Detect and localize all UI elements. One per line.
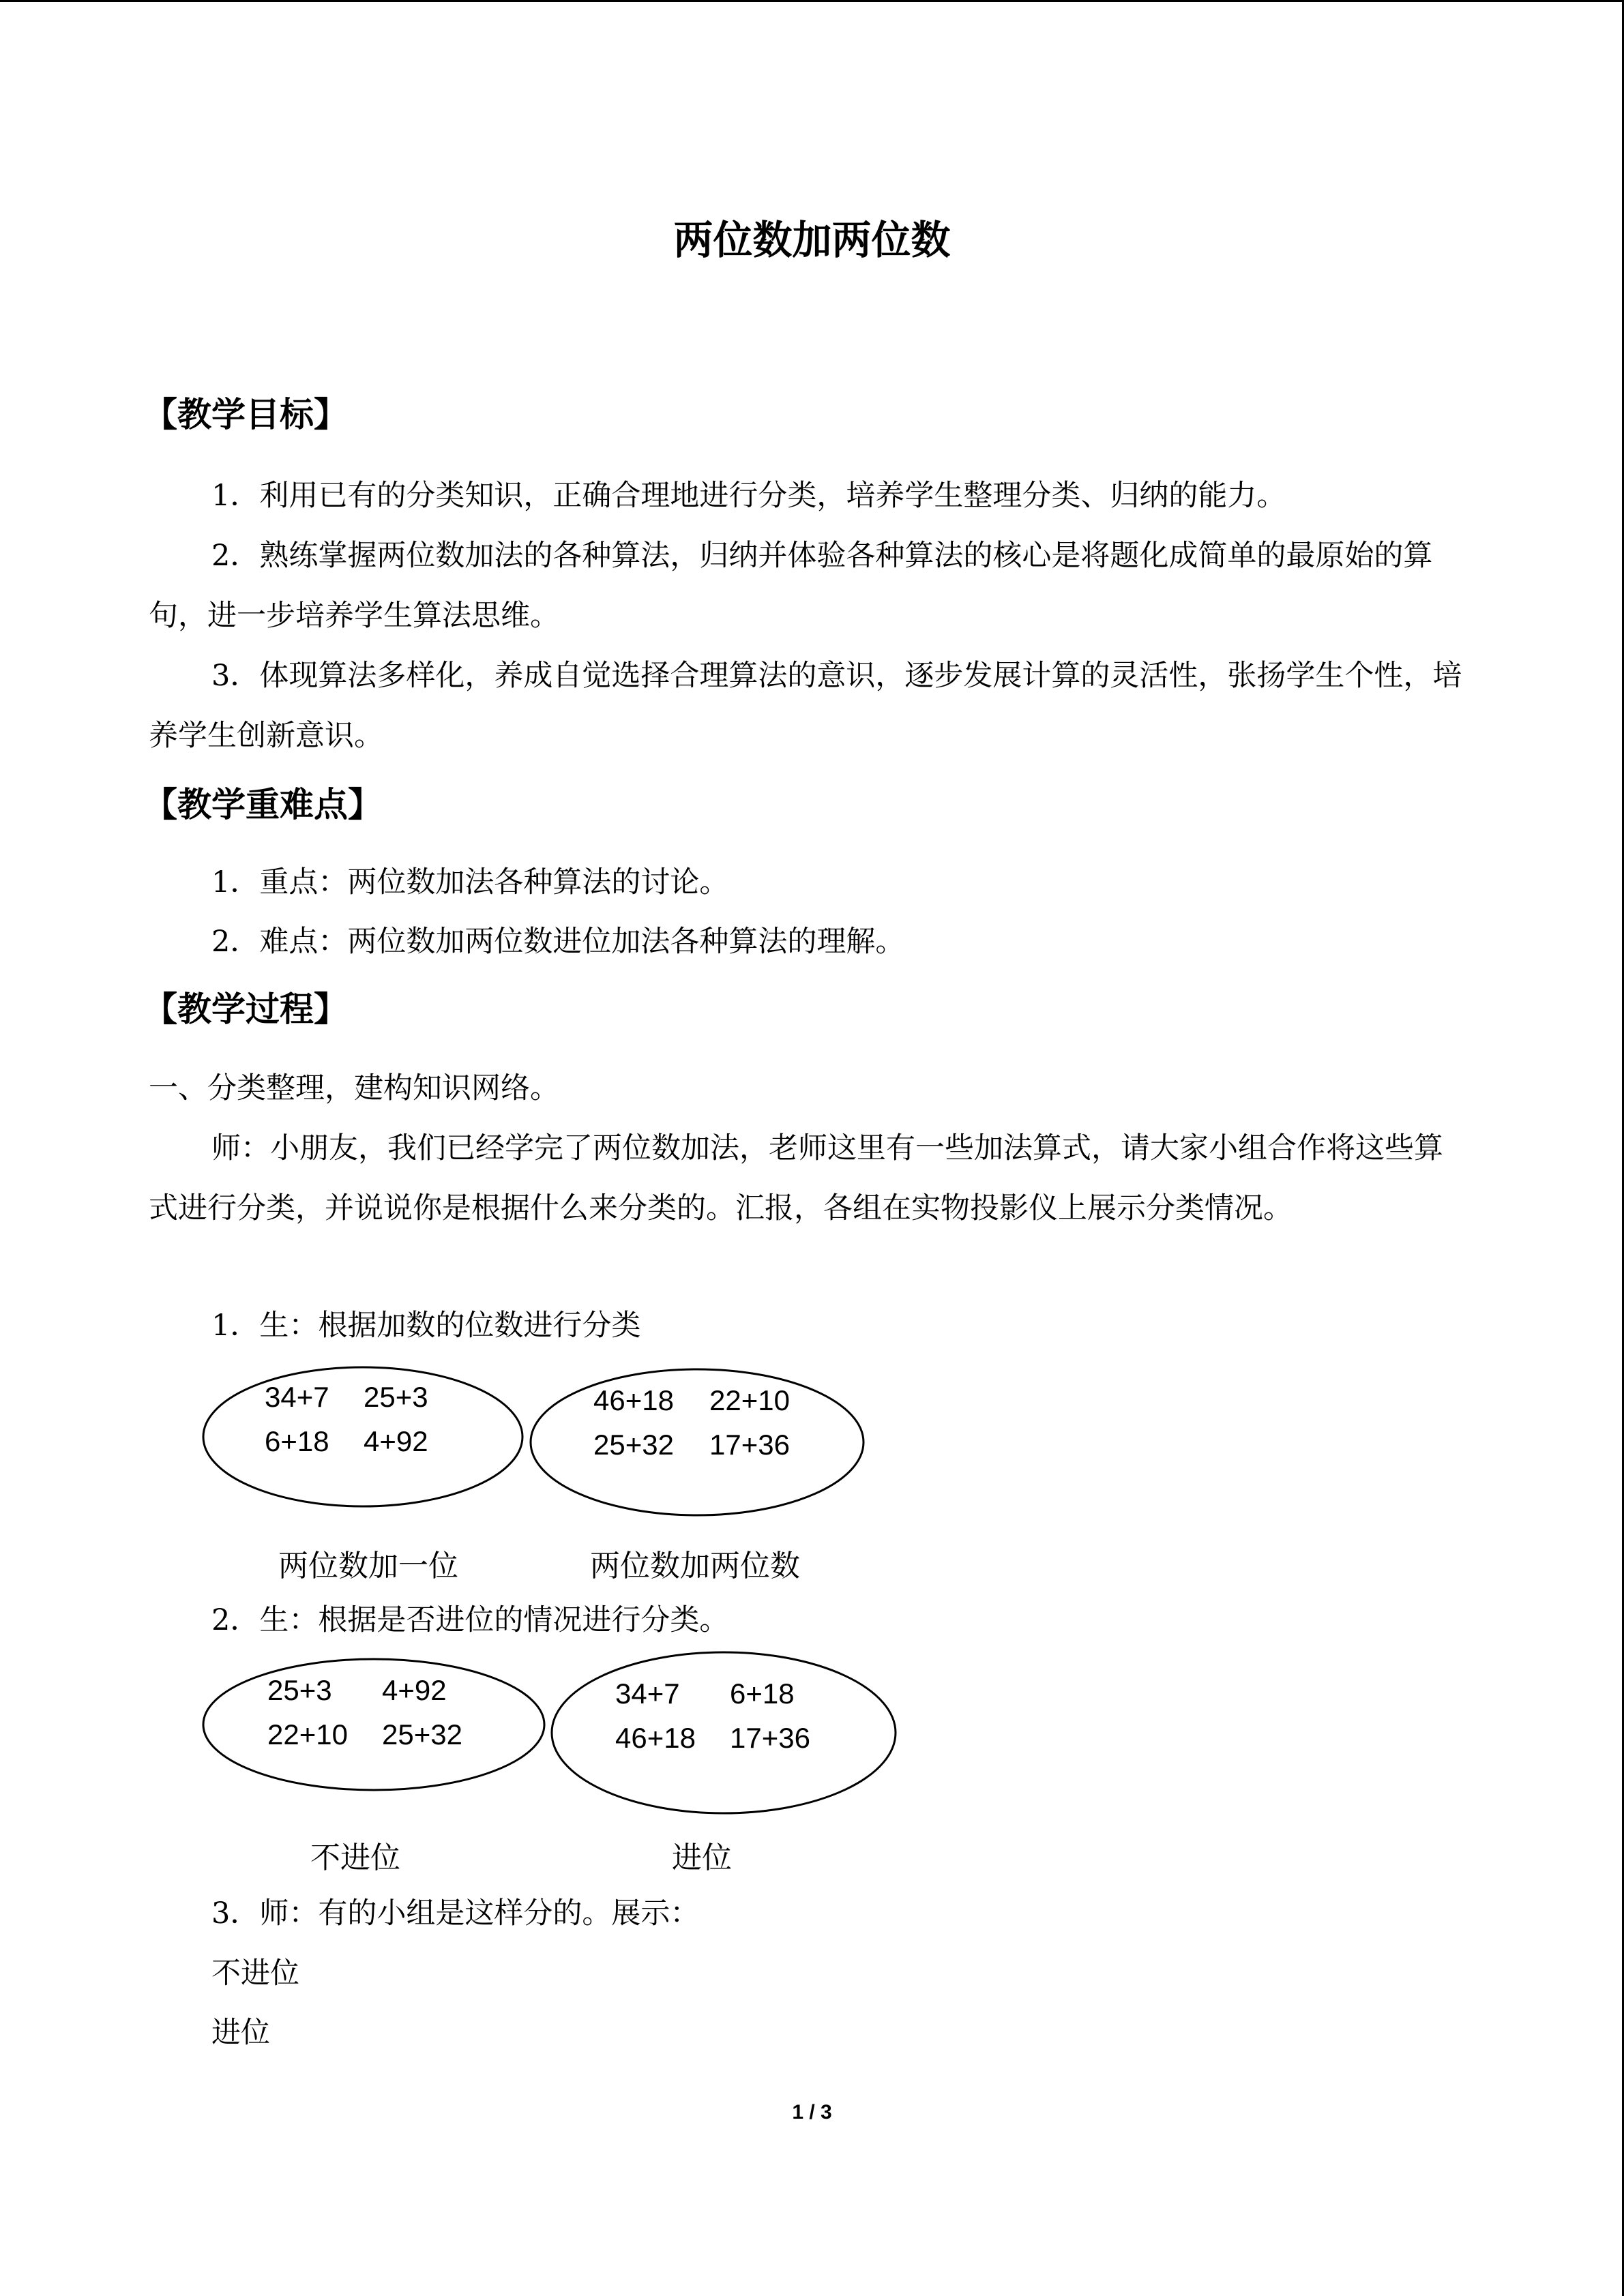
ellipse-two-digit-plus-two [529,1367,866,1517]
expression: 17+36 [709,1429,790,1461]
section-heading-process: 【教学过程】 [143,989,348,1029]
goal-item: 1．利用已有的分类知识，正确合理地进行分类，培养学生整理分类、归纳的能力。 [211,479,1286,513]
ellipse-no-carry [201,1657,546,1792]
goal-item: 3．体现算法多样化，养成自觉选择合理算法的意识，逐步发展计算的灵活性，张扬学生个性，培养学生创新意识。 [149,659,1462,753]
expression: 34+7 [615,1678,680,1710]
step-title: 一、分类整理，建构知识网络。 [149,1071,559,1105]
ellipse-two-digit-plus-one [201,1365,525,1508]
keypoint-item: 1．重点：两位数加法各种算法的讨论。 [211,865,729,899]
ellipse-label: 两位数加两位数 [590,1549,800,1583]
expression: 22+10 [709,1384,790,1416]
page-border-top [0,0,1624,2]
expression: 25+3 [364,1381,428,1413]
expression: 25+32 [382,1718,462,1750]
section-heading-goals: 【教学目标】 [143,394,348,434]
expression: 22+10 [267,1718,348,1750]
expression: 25+32 [593,1429,674,1461]
expression: 17+36 [730,1722,810,1754]
expression: 6+18 [730,1678,795,1710]
expression: 4+92 [364,1425,428,1457]
expression: 46+18 [615,1722,696,1754]
teacher-display: 3．师：有的小组是这样分的。展示： [211,1896,700,1930]
expression: 4+92 [382,1674,447,1706]
student-answer-2: 2．生：根据是否进位的情况进行分类。 [211,1603,729,1637]
ellipse-carry [550,1650,898,1815]
expression: 34+7 [265,1381,329,1413]
expression: 46+18 [593,1384,674,1416]
expression: 25+3 [267,1674,332,1706]
goals-list [149,466,1472,766]
ellipse-label: 进位 [672,1840,732,1875]
page-title: 两位数加两位数 [673,217,951,263]
student-answer-1: 1．生：根据加数的位数进行分类 [211,1309,641,1343]
goal-item: 2．熟练掌握两位数加法的各种算法，归纳并体验各种算法的核心是将题化成简单的最原始的算句，进一步培养学生算法思维。 [149,539,1433,633]
expression: 6+18 [265,1425,329,1457]
category-carry: 进位 [211,2016,270,2050]
page-number: 1 / 3 [792,2101,832,2123]
ellipse-label: 不进位 [310,1840,400,1875]
teacher-intro: 师：小朋友，我们已经学完了两位数加法，老师这里有一些加法算式，请大家小组合作将这些算式进行分类，并说说你是根据什么来分类的。汇报，各组在实物投影仪上展示分类情况。 [149,1131,1443,1225]
category-no-carry: 不进位 [211,1956,299,1991]
keypoint-item: 2．难点：两位数加两位数进位加法各种算法的理解。 [211,925,905,959]
section-heading-keypoints: 【教学重难点】 [143,784,382,824]
ellipse-label: 两位数加一位 [278,1549,458,1583]
